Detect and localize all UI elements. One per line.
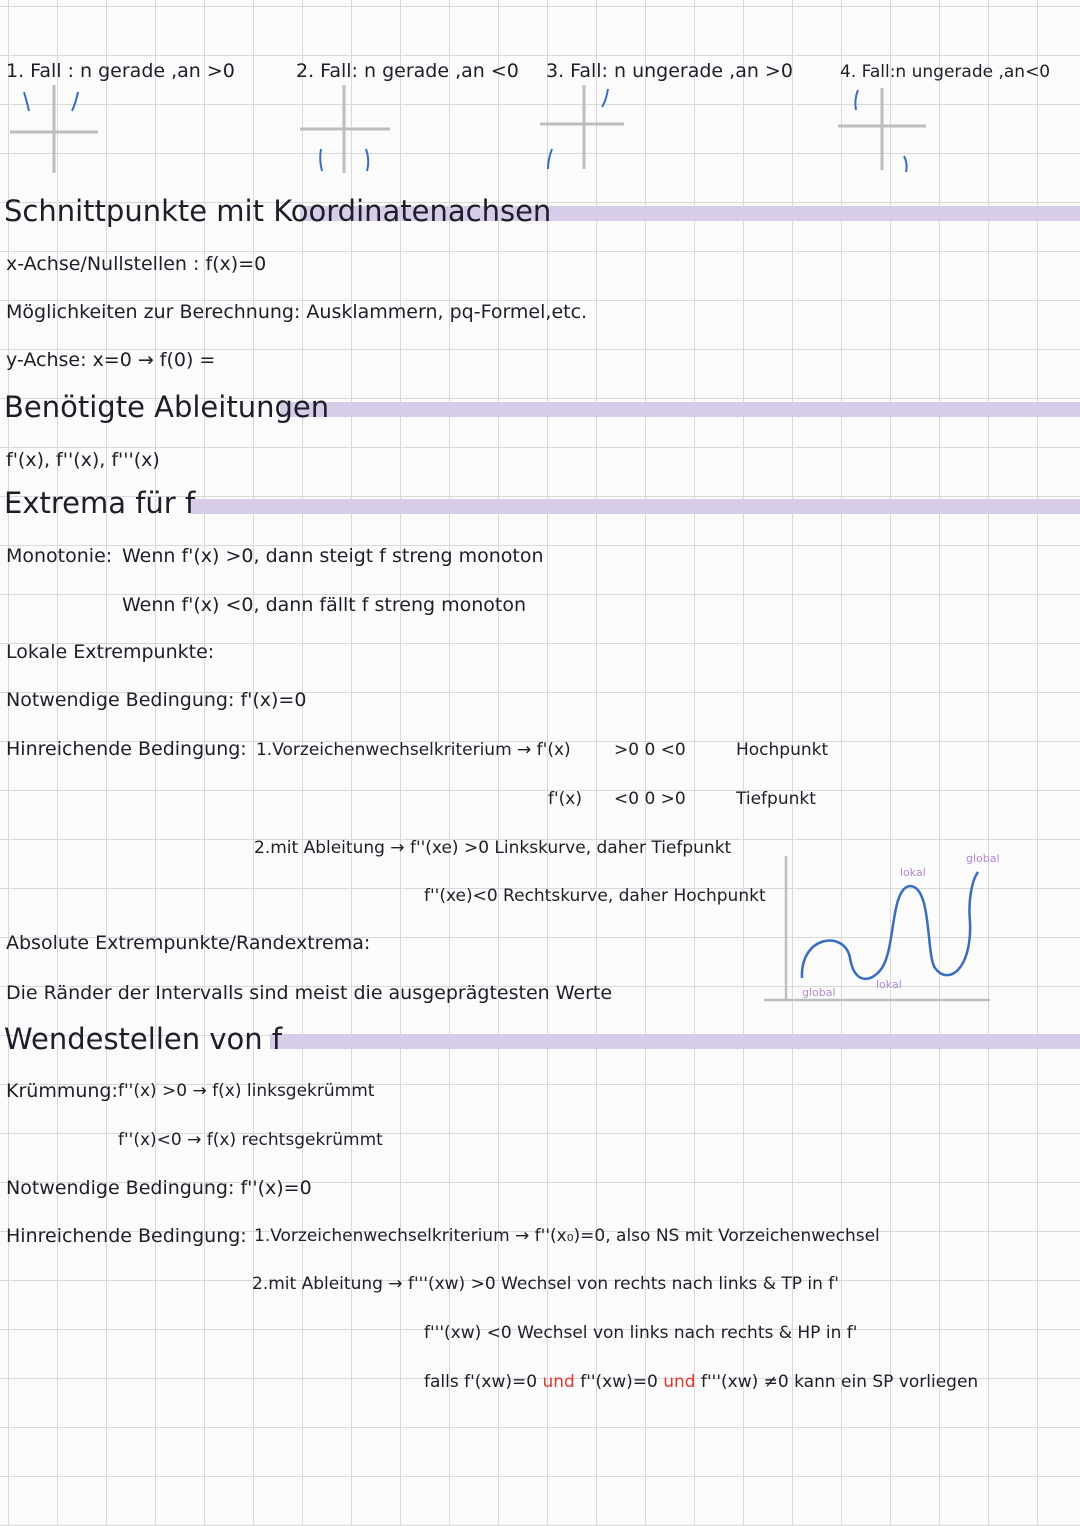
y-axis-text: y-Achse: x=0 → f(0) = <box>6 349 216 371</box>
case-1-sketch <box>10 85 110 175</box>
monotonie-label: Monotonie: <box>6 545 113 567</box>
und-1: und <box>542 1372 575 1392</box>
second-derivative-test-min: 2.mit Ableitung → f''(xe) >0 Linkskurve, daher Tiefpunkt <box>254 838 732 858</box>
case-4-sketch <box>838 88 938 178</box>
label-lokal-top: lokal <box>900 866 926 879</box>
hinreichende-bedingung-wende-label: Hinreichende Bedingung: <box>6 1225 247 1247</box>
heading-ableitungen: Benötigte Ableitungen <box>4 390 330 424</box>
kruemmung-rechts: f''(x)<0 → f(x) rechtsgekrümmt <box>118 1130 383 1150</box>
heading-schnittpunkte: Schnittpunkte mit Koordinatenachsen <box>4 194 552 228</box>
heading-wendestellen: Wendestellen von f <box>4 1022 283 1056</box>
monotonie-rise: Wenn f'(x) >0, dann steigt f streng monoton <box>122 545 544 567</box>
case-3-label: 3. Fall: n ungerade ,an >0 <box>546 60 793 82</box>
vzw-row1-values: >0 0 <0 <box>614 740 686 760</box>
third-derivative-test-pos: 2.mit Ableitung → f'''(xw) >0 Wechsel von rechts nach links & TP in f' <box>252 1274 839 1294</box>
heading-highlight <box>270 1034 1080 1049</box>
second-derivative-test-max: f''(xe)<0 Rechtskurve, daher Hochpunkt <box>424 886 766 906</box>
x-axis-text: x-Achse/Nullstellen : f(x)=0 <box>6 253 267 275</box>
case-4-label: 4. Fall:n ungerade ,an<0 <box>840 62 1051 82</box>
curve <box>802 872 978 979</box>
vzw-row2-result: Tiefpunkt <box>736 789 816 809</box>
hinreichende-bedingung-label: Hinreichende Bedingung: <box>6 738 247 760</box>
sp-cond-3: f'''(xw) ≠0 kann ein SP vorliegen <box>701 1372 979 1392</box>
extrema-sketch <box>760 850 1000 1015</box>
case-1-label: 1. Fall : n gerade ,an >0 <box>6 60 235 82</box>
sattelpunkt-condition <box>424 1372 978 1392</box>
label-lokal-bottom: lokal <box>876 978 902 991</box>
notwendige-bedingung-extrema: Notwendige Bedingung: f'(x)=0 <box>6 689 307 711</box>
case-2-sketch <box>300 85 400 175</box>
vzw-row2-values: <0 0 >0 <box>614 789 686 809</box>
vzw-criterion-wende: 1.Vorzeichenwechselkriterium → f''(x₀)=0, also NS mit Vorzeichenwechsel <box>254 1226 880 1246</box>
case-2-label: 2. Fall: n gerade ,an <0 <box>296 60 519 82</box>
absolute-extrema-label: Absolute Extrempunkte/Randextrema: <box>6 932 371 954</box>
third-derivative-test-neg: f'''(xw) <0 Wechsel von links nach rechts & HP in f' <box>424 1323 858 1343</box>
heading-highlight <box>190 499 1080 514</box>
label-global-bottom: global <box>802 986 836 999</box>
vzw-criterion-extrema: 1.Vorzeichenwechselkriterium → f'(x) <box>256 740 571 760</box>
kruemmung-label: Krümmung: <box>6 1080 118 1102</box>
lokale-extrempunkte-label: Lokale Extrempunkte: <box>6 641 215 663</box>
vzw-row1-result: Hochpunkt <box>736 740 829 760</box>
absolute-extrema-text: Die Ränder der Intervalls sind meist die ausgeprägtesten Werte <box>6 982 613 1004</box>
sp-cond-2: f''(xw)=0 <box>580 1372 658 1392</box>
heading-extrema: Extrema für f <box>4 486 196 520</box>
und-2: und <box>663 1372 696 1392</box>
case-3-sketch <box>540 85 640 175</box>
kruemmung-links: f''(x) >0 → f(x) linksgekrümmt <box>118 1081 375 1101</box>
label-global-top: global <box>966 852 1000 865</box>
vzw-row2-f: f'(x) <box>548 789 582 809</box>
sp-cond-1: falls f'(xw)=0 <box>424 1372 538 1392</box>
heading-highlight <box>280 402 1080 417</box>
derivatives-list: f'(x), f''(x), f'''(x) <box>6 449 160 471</box>
methods-text: Möglichkeiten zur Berechnung: Ausklammern, pq-Formel,etc. <box>6 301 588 323</box>
monotonie-fall: Wenn f'(x) <0, dann fällt f streng monoton <box>122 594 527 616</box>
notwendige-bedingung-wende: Notwendige Bedingung: f''(x)=0 <box>6 1177 312 1199</box>
